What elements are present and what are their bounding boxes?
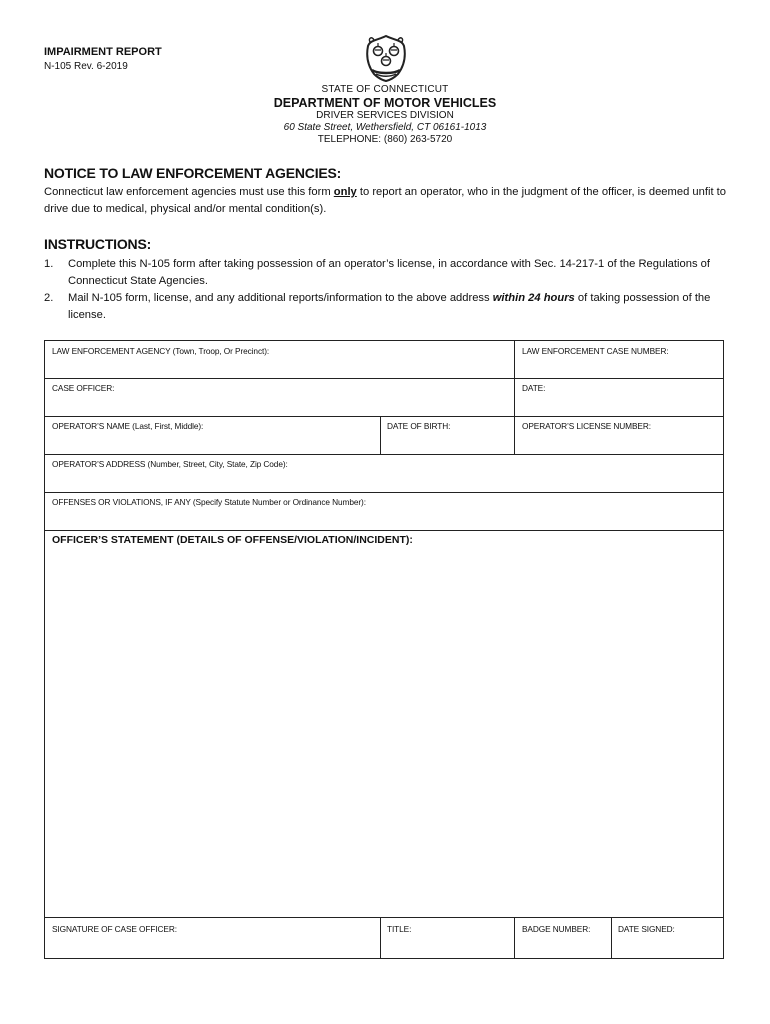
state-seal-icon [364,34,408,82]
instruction-emphasis: within 24 hours [492,292,575,304]
instruction-number: 1. [44,258,54,270]
date-label: DATE: [522,383,546,393]
date-of-birth-label: DATE OF BIRTH: [387,421,451,431]
notice-heading: NOTICE TO LAW ENFORCEMENT AGENCIES: [44,165,342,181]
agency-label: LAW ENFORCEMENT AGENCY (Town, Troop, Or Precinct): [52,346,270,356]
notice-emphasis: only [333,186,357,198]
case-number-label: LAW ENFORCEMENT CASE NUMBER: [522,346,669,356]
date-signed-label: DATE SIGNED: [618,924,675,934]
operator-address-label: OPERATOR’S ADDRESS (Number, Street, City, State, Zip Code): [52,459,288,469]
date-field[interactable] [514,378,724,416]
instruction-text-end: of taking possession of the license. [68,292,711,321]
notice-text-start: Connecticut law enforcement agencies must use this form [44,186,334,198]
badge-number-label: BADGE NUMBER: [522,924,591,934]
title-label: TITLE: [387,924,412,934]
form-number: N-105 Rev. 6-2019 [44,61,128,72]
notice-text-end: to report an operator, who in the judgment of the officer, is deemed unfit to drive due to medical, physical and/or mental condition(s). [44,186,726,215]
report-form [44,340,724,959]
form-title: IMPAIRMENT REPORT [44,46,162,58]
officer-statement-label: OFFICER’S STATEMENT (DETAILS OF OFFENSE/VIOLATION/INCIDENT): [52,534,413,546]
division-name: DRIVER SERVICES DIVISION [316,110,454,121]
instructions-heading: INSTRUCTIONS: [44,236,152,252]
instructions-list [44,256,734,324]
license-number-label: OPERATOR’S LICENSE NUMBER: [522,421,651,431]
officer-statement-field[interactable] [45,530,724,917]
instruction-number: 2. [44,292,54,304]
instruction-item [44,256,734,290]
instruction-text-start: Mail N-105 form, license, and any additional reports/information to the above address [68,292,493,304]
instruction-text: Complete this N-105 form after taking possession of an operator’s license, in accordance with Sec. 14-217-1 of the Regulations of Connecticut State Agencies. [68,258,710,287]
notice-text [44,184,734,218]
department-name: DEPARTMENT OF MOTOR VEHICLES [273,96,497,110]
operator-name-label: OPERATOR’S NAME (Last, First, Middle): [52,421,204,431]
state-name: STATE OF CONNECTICUT [321,84,449,95]
mailing-address: 60 State Street, Wethersfield, CT 06161-1013 [283,122,487,133]
case-officer-label: CASE OFFICER: [52,383,115,393]
offenses-label: OFFENSES OR VIOLATIONS, IF ANY (Specify Statute Number or Ordinance Number): [52,497,366,507]
signature-label: SIGNATURE OF CASE OFFICER: [52,924,177,934]
telephone: TELEPHONE: (860) 263-5720 [317,134,453,145]
case-officer-field[interactable] [45,378,514,416]
instruction-item [44,290,734,324]
